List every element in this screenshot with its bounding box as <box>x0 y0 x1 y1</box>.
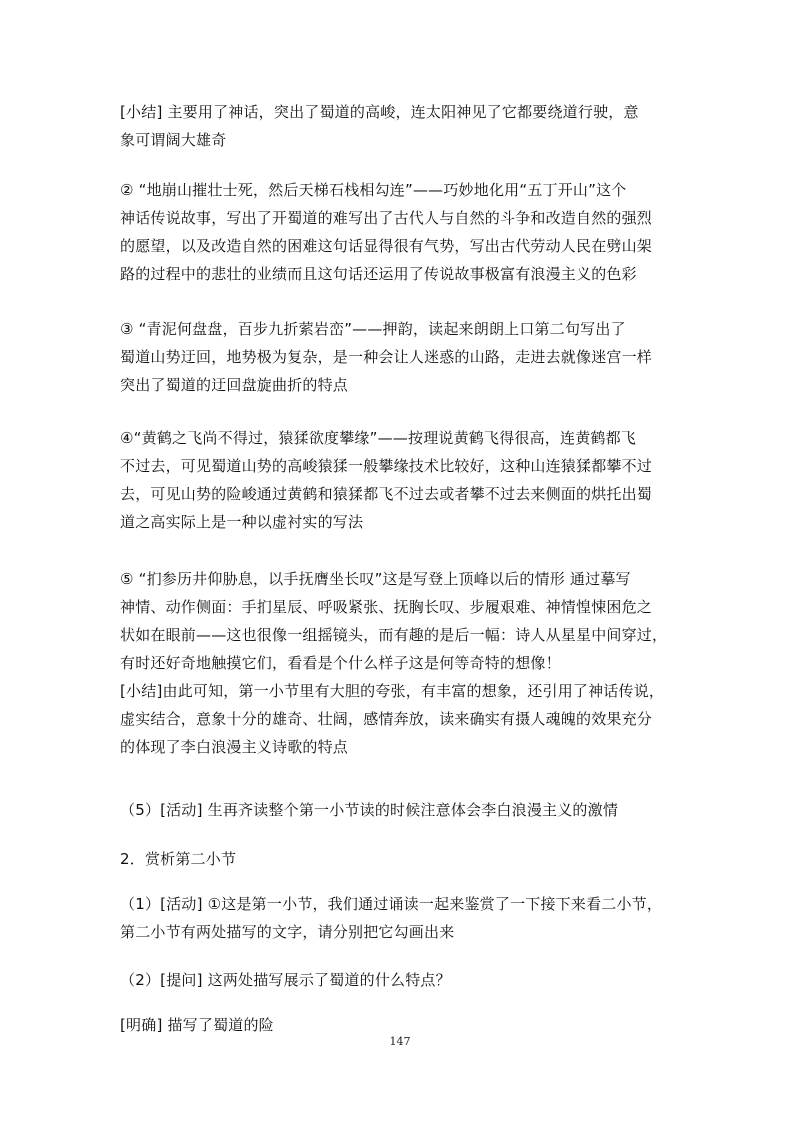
text-line: （2）[提问] 这两处描写展示了蜀道的什么特点？ <box>120 971 451 989</box>
text-line: 的愿望，以及改造自然的困难这句话显得很有气势，写出古代劳动人民在劈山架 <box>120 237 653 255</box>
text-line: 状如在眼前——这也很像一组摇镜头，而有趣的是后一幅：诗人从星星中间穿过， <box>120 626 668 644</box>
text-line: 道之高实际上是一种以虚衬实的写法 <box>120 513 364 531</box>
text-line: 象可谓阔大雄奇 <box>120 131 227 149</box>
text-line: ④“黄鹤之飞尚不得过，猿猱欲度攀缘”——按理说黄鹤飞得很高，连黄鹤都飞 <box>120 429 636 447</box>
question-paragraph <box>120 966 685 994</box>
text-line: [明确] 描写了蜀道的险 <box>120 1016 274 1034</box>
text-line: 突出了蜀道的迂回盘旋曲折的特点 <box>120 376 349 394</box>
text-line: 有时还好奇地触摸它们，看看是个什么样子这是何等奇特的想像！ <box>120 654 561 672</box>
text-line: [小结]由此可知，第一小节里有大胆的夸张，有丰富的想象，还引用了神话传说， <box>120 682 665 700</box>
text-line: 第二小节有两处描写的文字，请分别把它勾画出来 <box>120 923 455 941</box>
analysis-paragraph-4 <box>120 424 685 536</box>
text-line: ② “地崩山摧壮士死，然后天梯石栈相勾连”——巧妙地化用“五丁开山”这个 <box>120 181 627 199</box>
analysis-paragraph-5 <box>120 565 685 761</box>
text-line: 神情、动作侧面：手扪星辰、呼吸紧张、抚胸长叹、步履艰难、神情惶悚困危之 <box>120 598 653 616</box>
text-line: 蜀道山势迂回，地势极为复杂，是一种会让人迷惑的山路，走进去就像迷宫一样 <box>120 348 653 366</box>
activity-paragraph-2 <box>120 890 685 946</box>
summary-paragraph-1 <box>120 98 685 154</box>
text-line: 去，可见山势的险峻通过黄鹤和猿猱都飞不过去或者攀不过去来侧面的烘托出蜀 <box>120 485 653 503</box>
text-line: 2．赏析第二小节 <box>120 850 237 868</box>
text-line: （5）[活动] 生再齐读整个第一小节读的时候注意体会李白浪漫主义的激情 <box>120 801 619 819</box>
text-line: [小结] 主要用了神话，突出了蜀道的高峻，连太阳神见了它都要绕道行驶，意 <box>120 103 639 121</box>
section-heading <box>120 845 685 873</box>
text-line: ③ “青泥何盘盘，百步九折萦岩峦”——押韵，读起来朗朗上口第二句写出了 <box>120 320 626 338</box>
analysis-paragraph-3 <box>120 315 685 399</box>
page-number: 147 <box>389 1035 411 1048</box>
text-line: （1）[活动] ①这是第一小节，我们通过诵读一起来鉴赏了一下接下来看二小节， <box>120 895 663 913</box>
text-line: ⑤ “扪参历井仰胁息，以手抚膺坐长叹”这是写登上顶峰以后的情形 通过摹写 <box>120 570 631 588</box>
text-line: 路的过程中的悲壮的业绩而且这句话还运用了传说故事极富有浪漫主义的色彩 <box>120 265 637 283</box>
text-line: 的体现了李白浪漫主义诗歌的特点 <box>120 738 349 756</box>
text-line: 虚实结合，意象十分的雄奇、壮阔，感情奔放，读来确实有摄人魂魄的效果充分 <box>120 710 653 728</box>
text-line: 不过去，可见蜀道山势的高峻猿猱一般攀缘技术比较好，这种山连猿猱都攀不过 <box>120 457 653 475</box>
text-line: 神话传说故事，写出了开蜀道的难写出了古代人与自然的斗争和改造自然的强烈 <box>120 209 653 227</box>
analysis-paragraph-2 <box>120 176 685 288</box>
activity-paragraph <box>120 796 685 824</box>
